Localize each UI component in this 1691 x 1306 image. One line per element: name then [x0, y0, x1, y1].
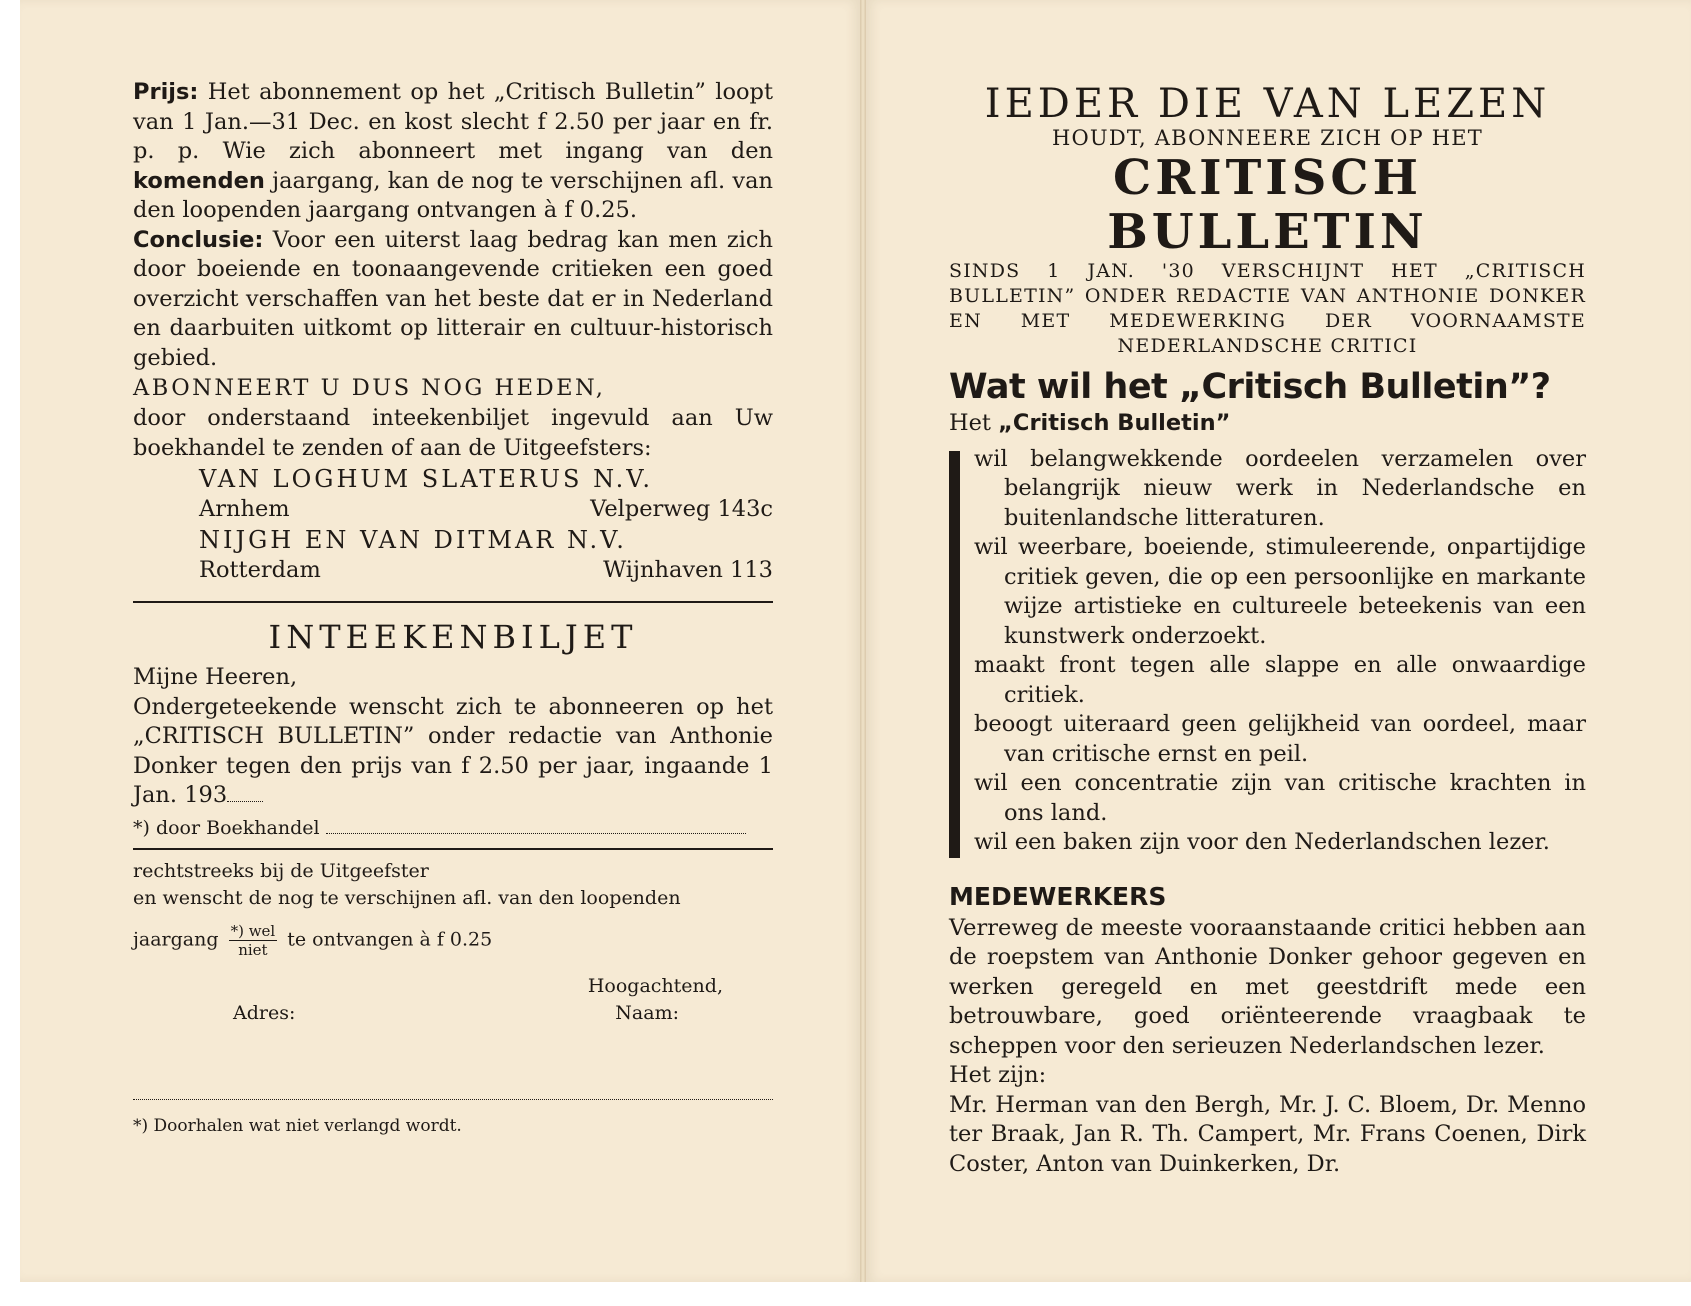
form-text [133, 693, 773, 811]
publisher2-name: NIJGH EN VAN DITMAR N.V. [199, 526, 627, 554]
left-column [133, 78, 773, 1138]
intro-text: SINDS 1 JAN. '30 VERSCHIJNT HET „CRITISCH BULLETIN” ONDER REDACTIE VAN ANTHONIE DONKER EN MET MEDEWERKING DER VOORNAAMSTE NEDERLANDSCHE CRITICI [949, 260, 1586, 357]
prijs-text-2: jaargang, kan de nog te verschijnen afl. van den loopenden jaargang ontvangen à f 0.25. [133, 167, 773, 223]
right-column [949, 82, 1586, 1179]
boekhandel-line [133, 815, 773, 842]
conclusie-label: Conclusie: [133, 226, 264, 253]
conclusie-text: Voor een uiterst laag bedrag kan men zich door boeiende en toonaangevende critieken een goed overzicht verschaffen van het beste dat er in Nederland en daarbuiten uitkomt op litterair en cultuur-historisch gebied. [133, 226, 773, 371]
hoogachtend: Hoogachtend, [587, 974, 723, 997]
instruction-text: door onderstaand inteekenbiljet ingevuld aan Uw boekhandel te zenden of aan de Uitgeefsters: [133, 405, 773, 461]
prijs-label: Prijs: [133, 79, 199, 105]
year-field[interactable] [227, 801, 263, 802]
publisher1-address: Velperweg 143c [590, 496, 773, 522]
salutation: Mijne Heeren, [133, 664, 298, 690]
aim-item: wil een baken zijn voor den Nederlandschen lezer. [974, 829, 1550, 855]
prijs-paragraph [133, 78, 773, 226]
form-title: INTEEKENBILJET [268, 618, 638, 656]
het-name: „Critisch Bulletin” [998, 410, 1231, 436]
option-rule [133, 848, 773, 850]
het-prefix: Het [949, 410, 999, 436]
aims-block [949, 445, 1586, 858]
conclusie-paragraph [133, 226, 773, 374]
aims-list [974, 445, 1586, 858]
lead-line-2: HOUDT, ABONNEERE ZICH OP HET [1052, 126, 1483, 150]
publisher1-name: VAN LOGHUM SLATERUS N.V. [199, 465, 653, 493]
aim-item: beoogt uiteraard geen gelijkheid van oordeel, maar van critische ernst en peil. [974, 711, 1586, 767]
publisher2-city: Rotterdam [199, 557, 321, 583]
aim-item: wil weerbare, boeiende, stimuleerende, onpartijdige critiek geven, die op een persoonlijke en markante wijze artistieke en cultureele beteekenis van een kunstwerk onderzoekt. [974, 534, 1586, 649]
address-dotted-line[interactable] [133, 1099, 773, 1100]
abonneert-heading: ABONNEERT U DUS NOG HEDEN, [133, 375, 606, 401]
aim-item: maakt front tegen alle slappe en alle onwaardige critiek. [974, 652, 1586, 708]
form-text-body: Ondergeteekende wenscht zich te abonneeren op het „CRITISCH BULLETIN” onder redactie van Anthonie Donker tegen den prijs van f 2.50 per jaar, ingaande 1 Jan. 193 [133, 693, 773, 808]
jaargang-label: jaargang [133, 928, 219, 950]
adres-label: Adres: [233, 1001, 296, 1024]
vertical-bar [949, 451, 960, 858]
niet-option[interactable]: niet [238, 940, 268, 959]
het-zijn: Het zijn: [949, 1062, 1047, 1088]
wel-option[interactable]: *) wel [230, 921, 276, 940]
boekhandel-field[interactable] [326, 833, 746, 834]
publisher1-city: Arnhem [199, 496, 290, 522]
boekhandel-label: *) door Boekhandel [133, 816, 320, 839]
page-fold [860, 0, 866, 1282]
rechtstreeks-line: rechtstreeks bij de Uitgeefster [133, 859, 429, 882]
publisher2-address: Wijnhaven 113 [603, 557, 773, 583]
publisher2-row [133, 556, 773, 585]
footnote: *) Doorhalen wat niet verlangd wordt. [133, 1115, 462, 1136]
medewerkers-text: Verreweg de meeste vooraanstaande critici hebben aan de roepstem van Anthonie Donker gehoor gegeven en werken geregeld en met geestdrift mede een betrouwbare, goed oriënteerende vraagbaak te scheppen voor den serieuzen Nederlandschen lezer. [949, 914, 1586, 1059]
prijs-bold: komenden [133, 167, 265, 194]
prijs-text-1: Het abonnement op het „Critisch Bulletin” loopt van 1 Jan.—31 Dec. en kost slecht f 2.50 per jaar en fr. p. p. Wie zich abonneert met ingang van den [133, 79, 773, 164]
aim-item: wil belangwekkende oordeelen verzamelen over belangrijk nieuw werk in Nederlandsche en buitenlandsche litteraturen. [974, 445, 1586, 531]
het-line [949, 409, 1586, 439]
wel-niet-choice[interactable] [229, 922, 278, 959]
aim-item: wil een concentratie zijn van critische krachten in ons land. [974, 770, 1586, 826]
lead-line-1: IEDER DIE VAN LEZEN [984, 81, 1551, 127]
nog-verschijnen-line: en wenscht de nog te verschijnen afl. van den loopenden [133, 886, 681, 909]
signature-row [133, 1000, 773, 1027]
naam-label: Naam: [615, 1001, 679, 1024]
divider-rule [133, 601, 773, 603]
publisher1-row [133, 495, 773, 524]
medewerkers-heading: MEDEWERKERS [949, 881, 1167, 911]
headline: Wat wil het „Critisch Bulletin”? [949, 367, 1551, 407]
bulletin-title: CRITISCH BULLETIN [1107, 150, 1428, 260]
names-list: Mr. Herman van den Bergh, Mr. J. C. Bloem, Dr. Menno ter Braak, Jan R. Th. Campert, Mr. Frans Coenen, Dirk Coster, Anton van Duinkerken, Dr. [949, 1091, 1586, 1177]
jaargang-line [133, 922, 773, 959]
address-field[interactable] [133, 1085, 773, 1104]
ontvangen-label: te ontvangen à f 0.25 [287, 928, 493, 950]
